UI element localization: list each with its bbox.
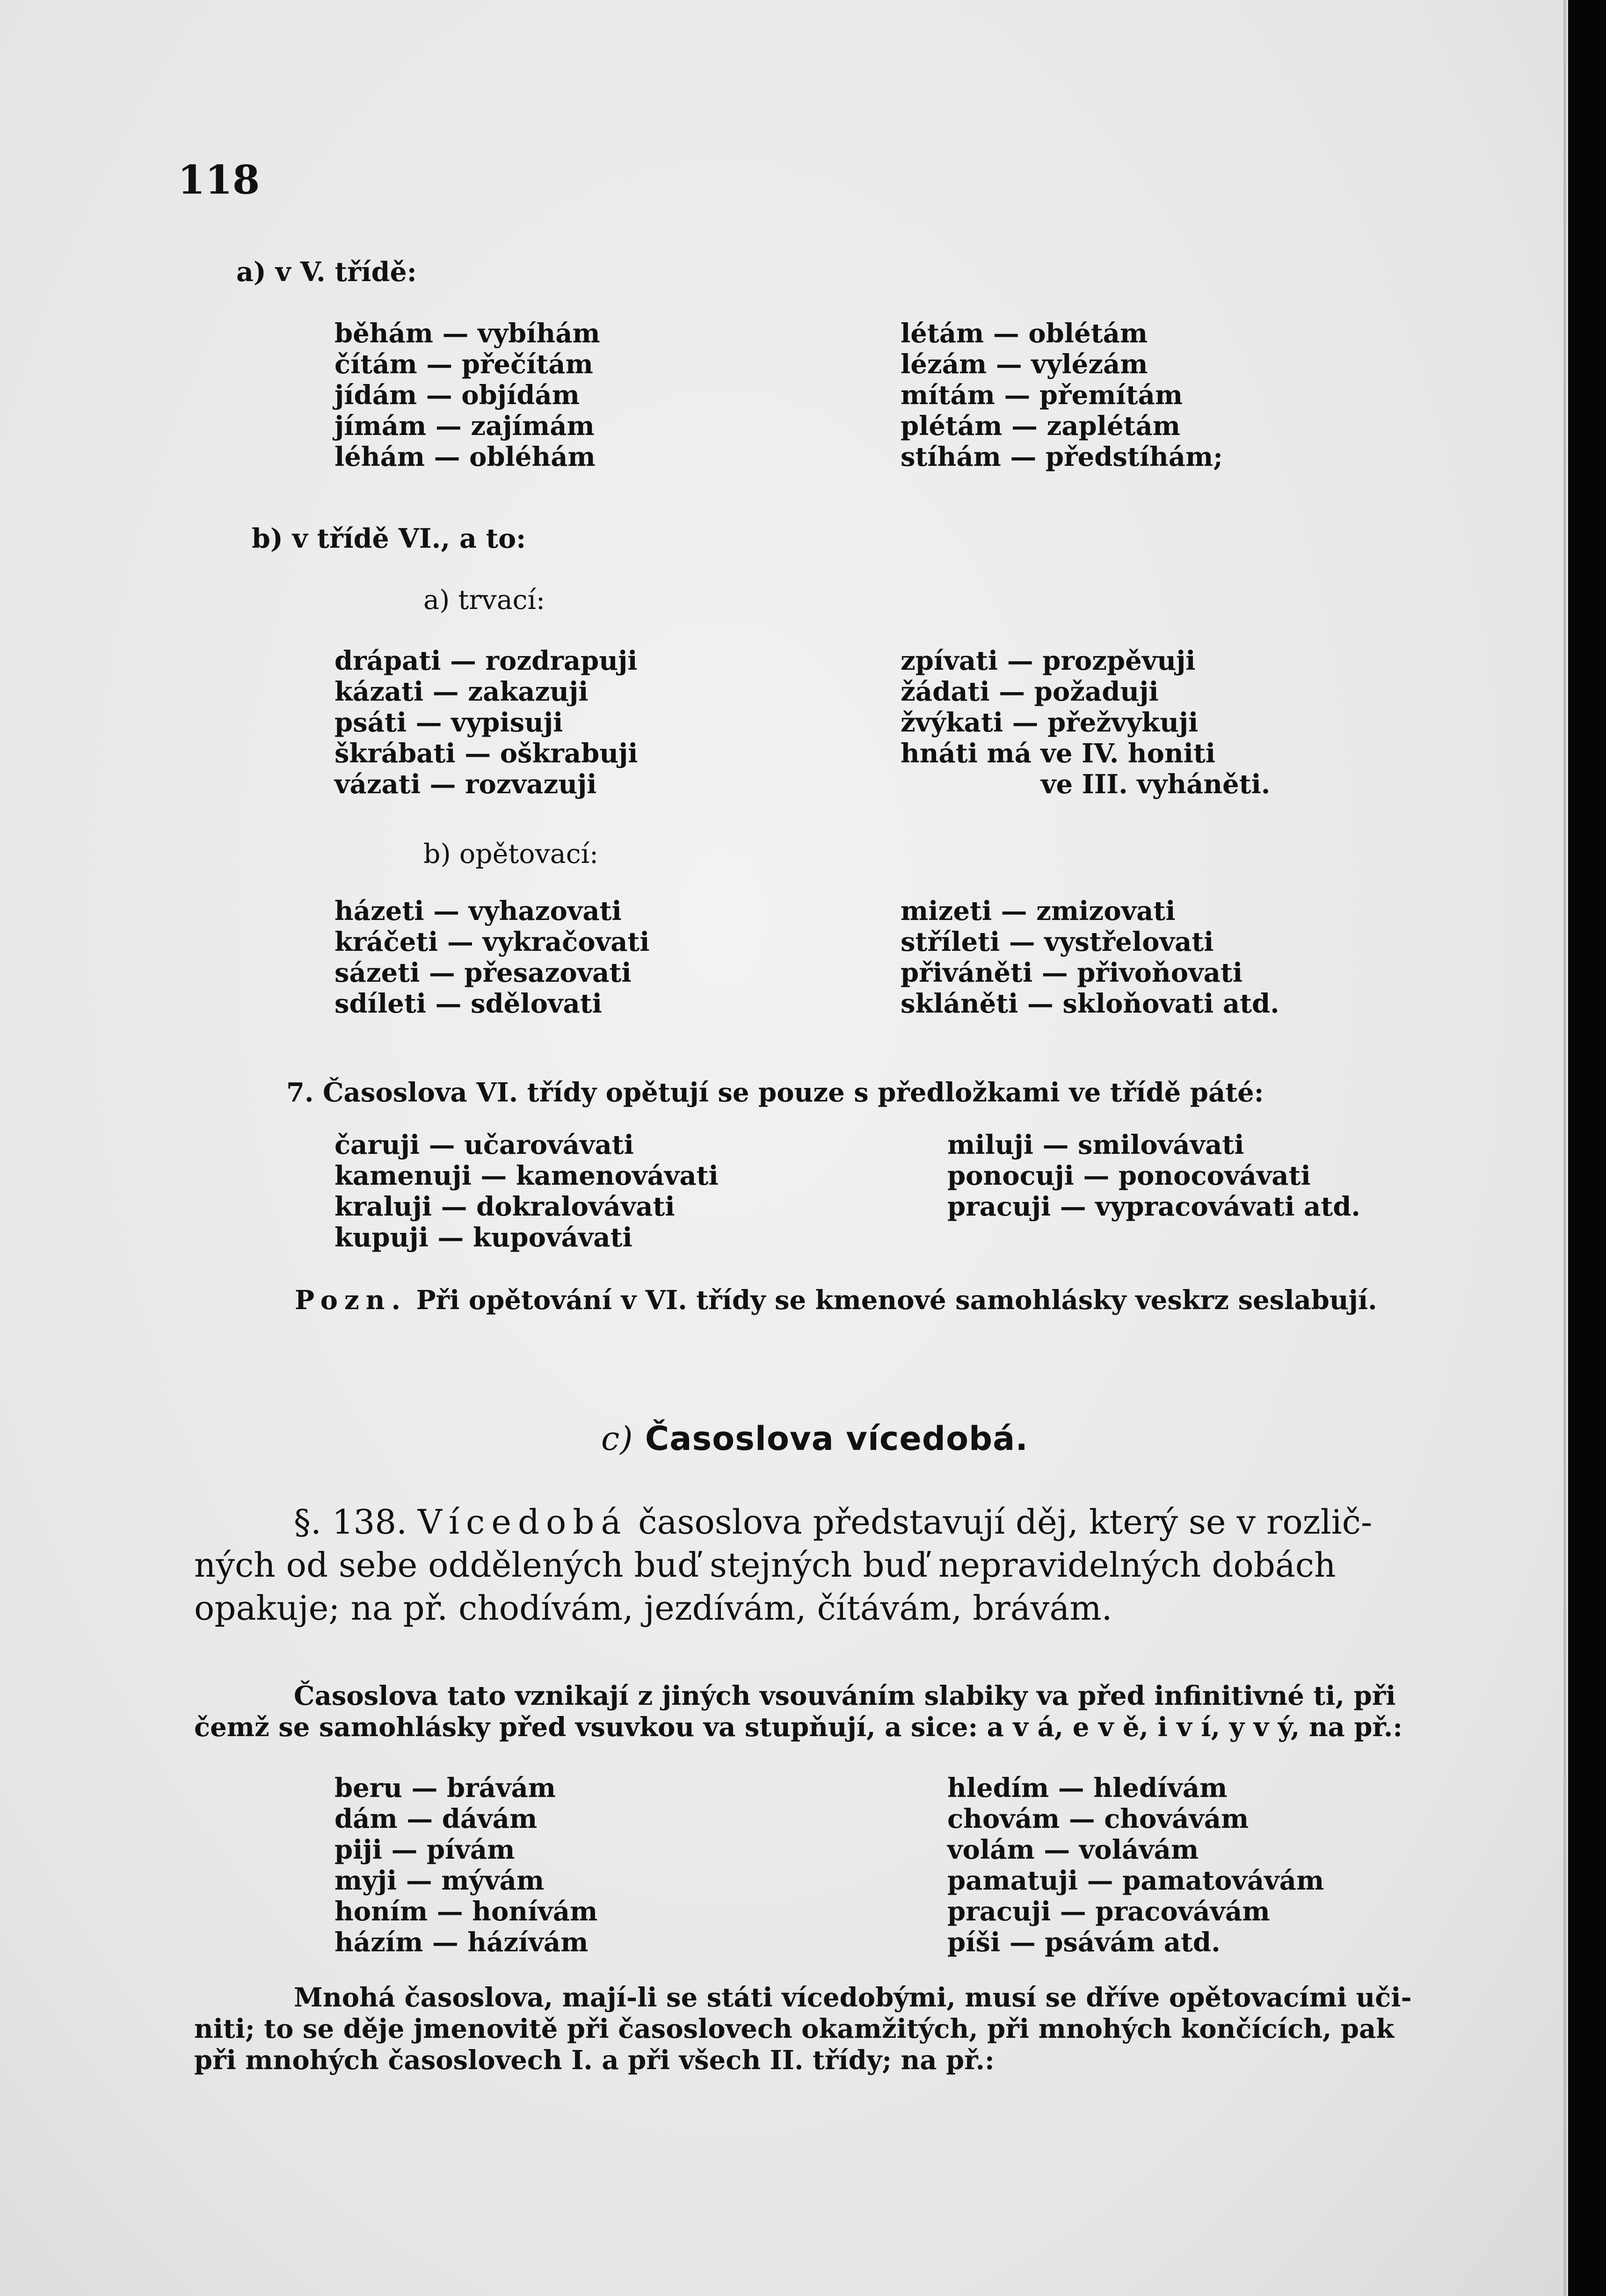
paragraph-number: §. 138. — [294, 1502, 407, 1542]
list-item: ve III. vyháněti. — [1041, 769, 1271, 800]
list-item: létám — oblétám — [901, 318, 1148, 349]
list-item: zpívati — prozpěvuji — [901, 645, 1196, 676]
list-item: čaruji — učarovávati — [334, 1130, 634, 1160]
list-item: drápati — rozdrapuji — [334, 645, 638, 676]
list-item: jídám — objídám — [334, 380, 580, 411]
sub-a-left-list — [334, 645, 638, 800]
closing-line-2: niti; to se děje jmenovitě při časoslovech okamžitých, při mnohých končících, pak — [194, 2014, 1395, 2044]
list-item: píši — psávám atd. — [947, 1927, 1221, 1958]
scan-border — [1568, 0, 1606, 2296]
closing-line-3: při mnohých časoslovech I. a při všech II. třídy; na př.: — [194, 2045, 995, 2076]
list-item: hledím — hledívám — [947, 1773, 1228, 1803]
section-a-label: a) v V. třídě: — [236, 256, 417, 288]
list-item: pracuji — pracovávám — [947, 1896, 1270, 1927]
heading-title: Časoslova vícedobá. — [645, 1420, 1028, 1458]
note — [295, 1285, 1377, 1316]
list-item: přiváněti — přivoňovati — [901, 957, 1243, 988]
list-item: hnáti má ve IV. honiti — [901, 738, 1216, 769]
heading-letter: c) — [601, 1420, 633, 1458]
list-item: stíhám — předstíhám; — [901, 442, 1223, 472]
section-b-sub-a-label: a) trvací: — [423, 585, 545, 616]
list-item: dám — dávám — [334, 1803, 538, 1834]
list-item: jímám — zajímám — [334, 411, 595, 442]
list-item: žvýkati — přežvykuji — [901, 707, 1199, 738]
sub-b-right-list — [901, 896, 1279, 1019]
page-number: 118 — [178, 157, 260, 203]
list-item: kupuji — kupovávati — [334, 1222, 632, 1253]
paragraph-term: Vícedobá — [417, 1502, 628, 1542]
list-item: lézám — vylézám — [901, 349, 1148, 380]
list-item: kraluji — dokralovávati — [334, 1191, 675, 1222]
list-item: sdíleti — sdělovati — [334, 988, 602, 1019]
list-item: sázeti — přesazovati — [334, 957, 632, 988]
paragraph-138-line-3: opakuje; na př. chodívám, jezdívám, čítávám, brávám. — [194, 1588, 1112, 1628]
list-item: vázati — rozvazuji — [334, 769, 597, 800]
list-item: škrábati — oškrabuji — [334, 738, 638, 769]
list-item: mizeti — zmizovati — [901, 896, 1176, 927]
formation-line-1: Časoslova tato vznikají z jiných vsouváním slabiky va před infinitivné ti, při — [294, 1680, 1396, 1711]
section-b-sub-b-label: b) opětovací: — [423, 839, 599, 869]
list-item: stříleti — vystřelovati — [901, 927, 1214, 957]
list-item: kázati — zakazuji — [334, 676, 589, 707]
paragraph-138-line-1 — [294, 1500, 1372, 1543]
list-item: žádati — požaduji — [901, 676, 1159, 707]
list-item: léhám — obléhám — [334, 442, 596, 472]
point-7-right-list — [947, 1130, 1360, 1222]
note-text: Při opětování v VI. třídy se kmenové samohlásky veskrz seslabují. — [416, 1285, 1377, 1316]
list-item: piji — pívám — [334, 1834, 515, 1865]
section-a-right-list — [901, 318, 1223, 472]
closing-line-1: Mnohá časoslova, mají-li se státi vícedobými, musí se dříve opětovacími uči- — [294, 1982, 1412, 2013]
list-item: ponocuji — ponocovávati — [947, 1160, 1311, 1191]
paragraph-138-line-2: ných od sebe oddělených buď stejných buď nepravidelných dobách — [194, 1545, 1336, 1585]
list-item: pracuji — vypracovávati atd. — [947, 1191, 1360, 1222]
list-item: honím — honívám — [334, 1896, 598, 1927]
list-item: myji — mývám — [334, 1865, 545, 1896]
list-item: běhám — vybíhám — [334, 318, 600, 349]
list-item: mítám — přemítám — [901, 380, 1183, 411]
list-item: plétám — zaplétám — [901, 411, 1181, 442]
list-item: psáti — vypisuji — [334, 707, 563, 738]
list-item: miluji — smilovávati — [947, 1130, 1244, 1160]
section-b-label: b) v třídě VI., a to: — [252, 523, 526, 554]
note-label: Pozn. — [295, 1285, 407, 1316]
list-item: kamenuji — kamenovávati — [334, 1160, 719, 1191]
formation-right-list — [947, 1773, 1324, 1958]
page-edge-line — [1563, 0, 1566, 2296]
formation-left-list — [334, 1773, 597, 1958]
section-c-heading — [601, 1420, 1028, 1458]
list-item: skláněti — skloňovati atd. — [901, 988, 1279, 1019]
list-item: beru — brávám — [334, 1773, 556, 1803]
list-item: chovám — chovávám — [947, 1803, 1249, 1834]
point-7-left-list — [334, 1130, 719, 1253]
section-a-left-list — [334, 318, 600, 472]
list-item: kráčeti — vykračovati — [334, 927, 650, 957]
formation-line-2: čemž se samohlásky před vsuvkou va stupňují, a sice: a v á, e v ě, i v í, y v ý, na př.: — [194, 1712, 1403, 1743]
list-item: házím — házívám — [334, 1927, 589, 1958]
list-item: čítám — přečítám — [334, 349, 593, 380]
list-item: házeti — vyhazovati — [334, 896, 622, 927]
list-item: volám — volávám — [947, 1834, 1199, 1865]
list-item: pamatuji — pamatovávám — [947, 1865, 1324, 1896]
point-7-text: 7. Časoslova VI. třídy opětují se pouze s předložkami ve třídě páté: — [286, 1077, 1264, 1108]
paragraph-line-1-rest: časoslova představují děj, který se v rozlič- — [638, 1502, 1373, 1542]
sub-a-right-list — [901, 645, 1270, 800]
sub-b-left-list — [334, 896, 650, 1019]
